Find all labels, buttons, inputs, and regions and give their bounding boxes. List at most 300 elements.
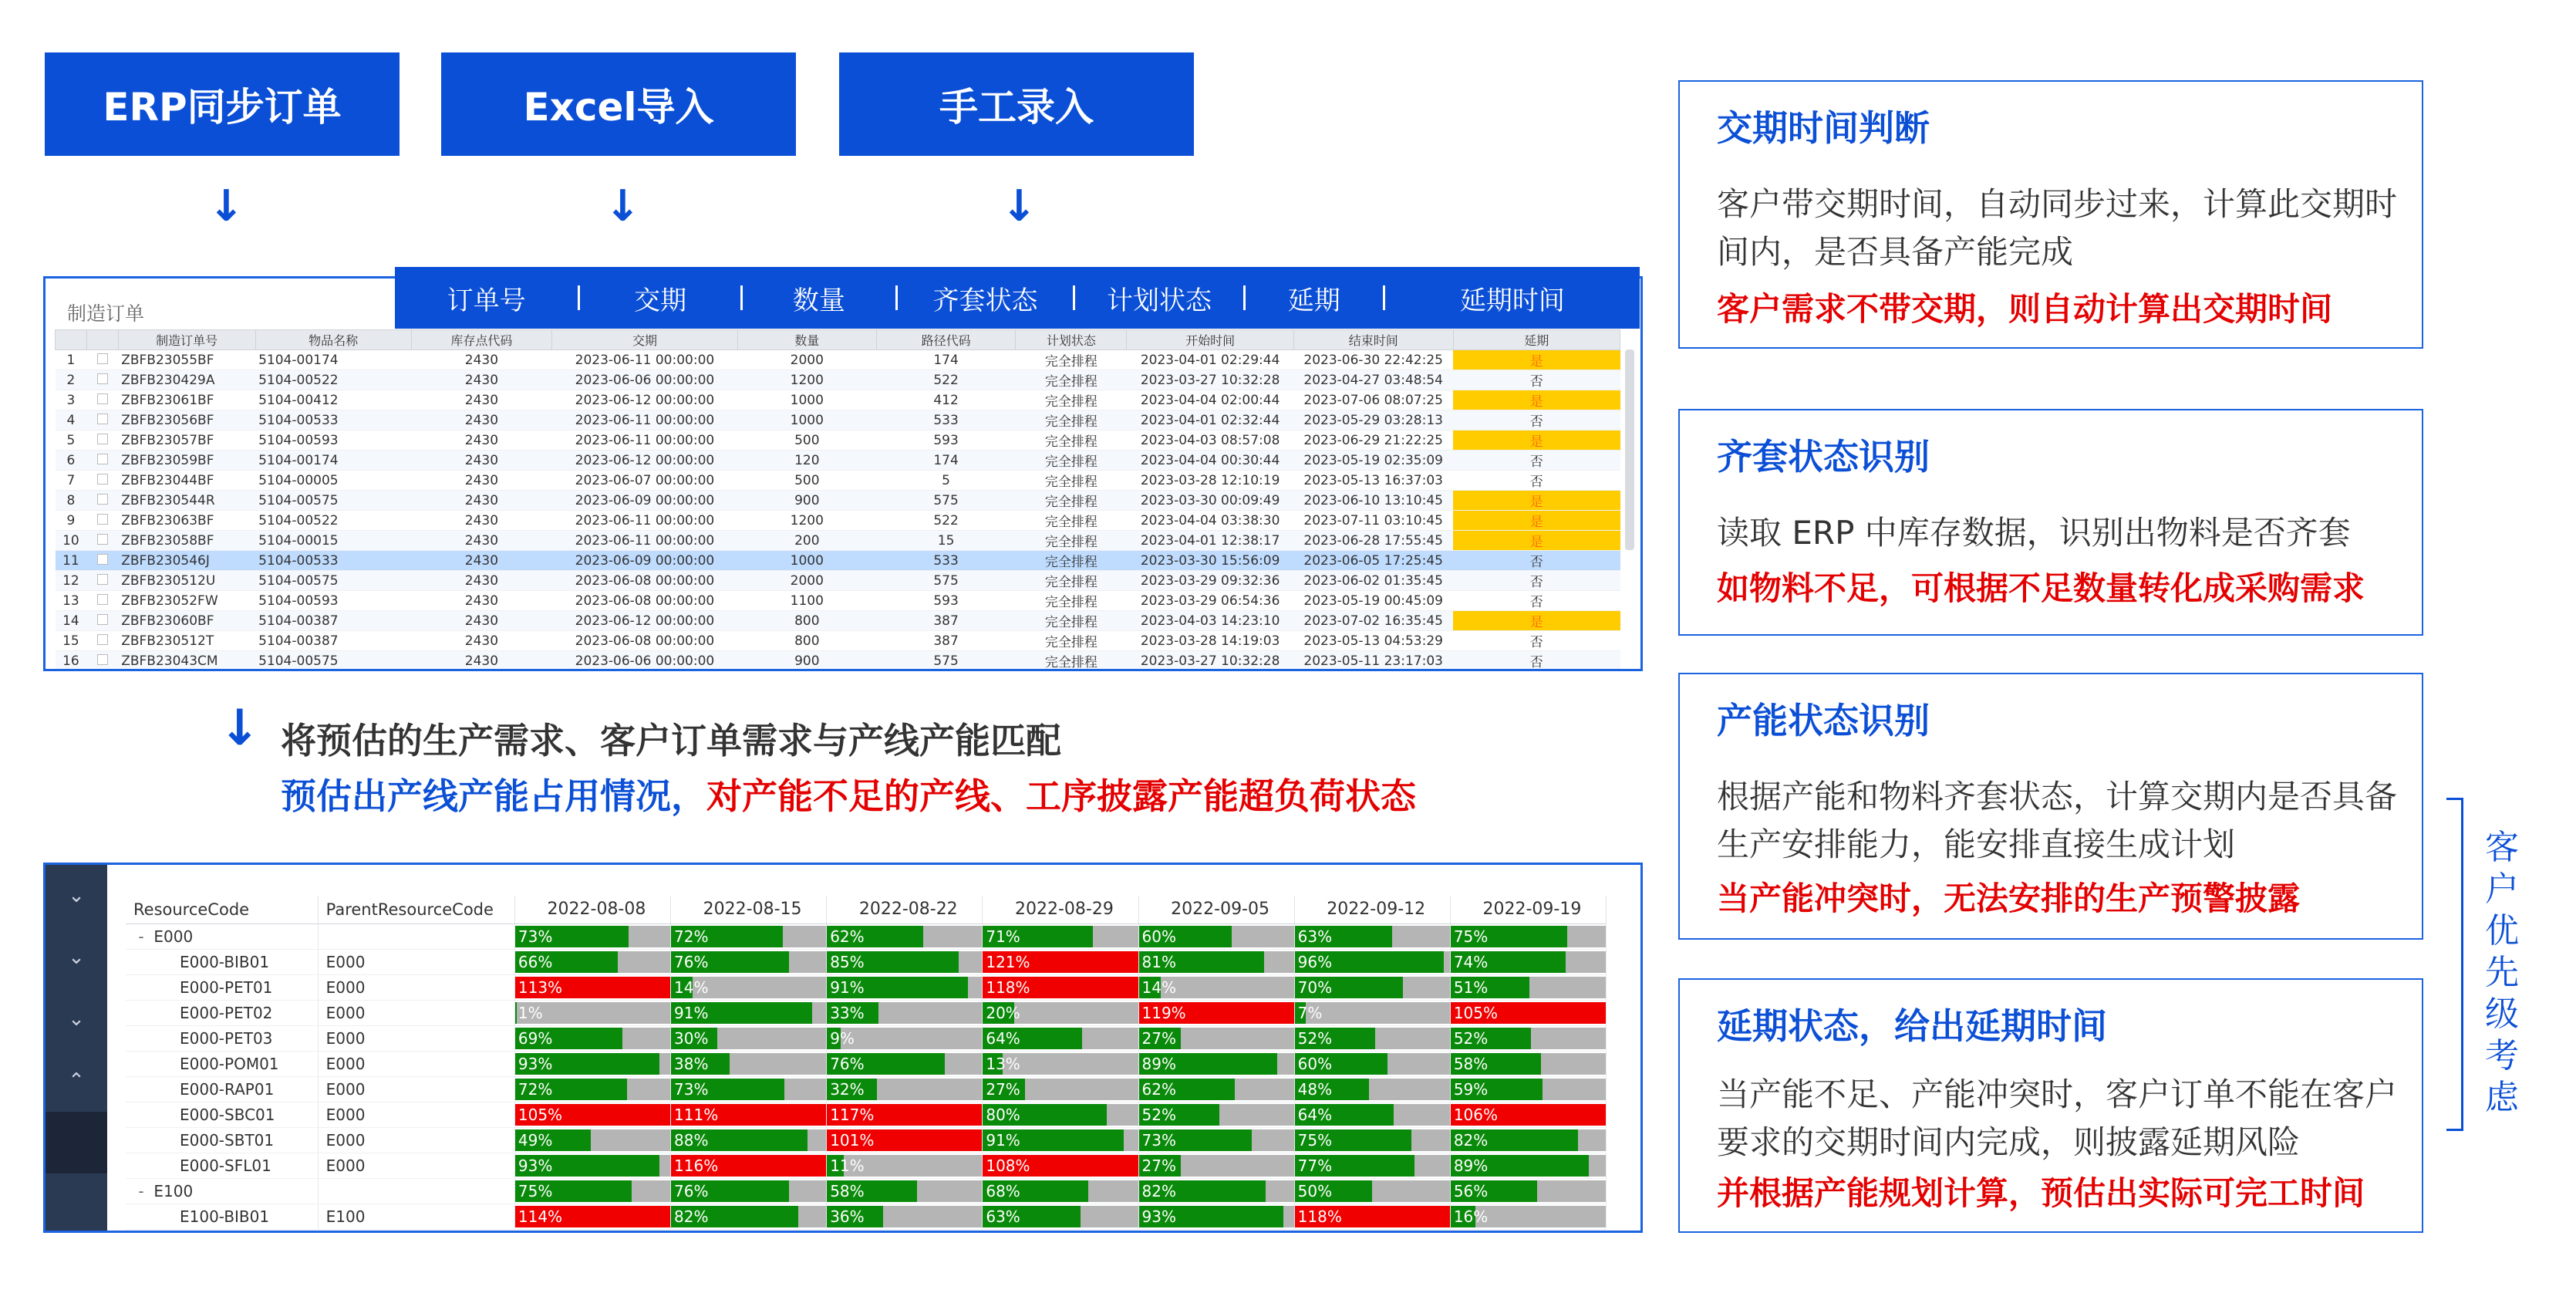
capacity-row[interactable] <box>126 923 1607 949</box>
chevron-down-icon[interactable]: ⌄ <box>68 946 85 969</box>
capacity-load-cell <box>983 1127 1138 1153</box>
checkbox-box[interactable] <box>97 454 108 464</box>
order-row[interactable] <box>56 571 1620 591</box>
delay-cell: 否 <box>1453 370 1620 390</box>
checkbox-box[interactable] <box>97 494 108 505</box>
item-name-cell: 5104-00575 <box>255 491 411 511</box>
end-time-cell: 2023-04-27 03:48:54 <box>1293 370 1453 390</box>
capacity-load-cell <box>514 923 670 949</box>
quantity-cell: 1200 <box>737 511 876 531</box>
capacity-bar-track <box>827 926 982 947</box>
item-name-cell: 5104-00174 <box>255 451 411 471</box>
order-row[interactable] <box>56 611 1620 631</box>
delay-cell: 否 <box>1453 410 1620 430</box>
row-checkbox[interactable] <box>86 611 118 631</box>
capacity-load-cell <box>1450 1000 1606 1025</box>
route-code-cell: 387 <box>876 611 1015 631</box>
parent-resource-cell: E000 <box>318 1076 514 1102</box>
capacity-load-cell <box>514 1102 670 1127</box>
route-code-cell: 387 <box>876 631 1015 651</box>
capacity-bar-track <box>1295 977 1450 998</box>
capacity-load-cell <box>514 949 670 974</box>
chevron-up-icon[interactable]: ⌃ <box>68 1069 85 1092</box>
route-code-cell: 412 <box>876 390 1015 410</box>
capacity-load-cell <box>983 1025 1138 1051</box>
capacity-bar-track <box>1295 1053 1450 1075</box>
capacity-bar-track <box>827 1053 982 1075</box>
capacity-bar-track <box>671 1180 826 1202</box>
delay-cell: 是 <box>1453 350 1620 370</box>
order-column-header[interactable]: 路径代码 <box>876 330 1015 350</box>
capacity-percent-label: 56% <box>1453 1181 1489 1200</box>
parent-resource-cell <box>318 923 514 949</box>
capacity-load-cell <box>827 1000 983 1025</box>
row-checkbox[interactable] <box>86 370 118 390</box>
capacity-bar-track <box>1451 1053 1606 1075</box>
parent-resource-cell: E000 <box>318 1025 514 1051</box>
blank-icon[interactable] <box>46 1173 107 1233</box>
capacity-load-cell <box>514 1204 670 1229</box>
capacity-bar-track <box>1451 1180 1606 1202</box>
vertical-scrollbar[interactable] <box>1625 349 1634 550</box>
capacity-percent-label: 88% <box>674 1130 709 1150</box>
start-time-cell: 2023-04-01 02:32:44 <box>1127 410 1293 430</box>
capacity-percent-label: 105% <box>1453 1003 1498 1022</box>
week-date-header[interactable]: 2022-09-05 <box>1138 896 1294 923</box>
card-due-date <box>1678 80 2423 349</box>
capacity-row[interactable] <box>126 1127 1607 1153</box>
order-column-header[interactable]: 计划状态 <box>1016 330 1127 350</box>
item-name-cell: 5104-00015 <box>255 531 411 551</box>
collapse-toggle-icon[interactable]: - <box>138 1181 144 1200</box>
capacity-bar-track <box>983 977 1138 998</box>
order-number-cell: ZBFB230544R <box>118 491 255 511</box>
end-time-cell: 2023-07-06 08:07:25 <box>1293 390 1453 410</box>
row-checkbox[interactable] <box>86 471 118 491</box>
chevron-down-icon[interactable]: ⌄ <box>68 884 85 907</box>
start-time-cell: 2023-04-03 14:23:10 <box>1127 611 1293 631</box>
capacity-bar-track <box>515 1155 670 1177</box>
capacity-bar-track <box>671 1129 826 1151</box>
manual-entry-button[interactable]: 手工录入 <box>839 52 1194 156</box>
card-highlight: 如物料不足，可根据不足数量转化成采购需求 <box>1717 569 2365 607</box>
delay-cell: 否 <box>1453 591 1620 611</box>
order-number-cell: ZBFB23060BF <box>118 611 255 631</box>
start-time-cell: 2023-03-28 12:10:19 <box>1127 471 1293 491</box>
capacity-bar-track <box>1295 1206 1450 1227</box>
capacity-percent-label: 113% <box>518 977 563 997</box>
resource-code-text: E100-BIB01 <box>180 1207 270 1226</box>
capacity-percent-label: 81% <box>1141 952 1176 971</box>
order-field-label: 齐套状态 <box>932 285 1038 316</box>
order-column-header[interactable]: 结束时间 <box>1293 330 1453 350</box>
capacity-load-cell <box>1294 923 1450 949</box>
capacity-bar-track <box>515 1002 670 1024</box>
capacity-load-cell <box>1138 1025 1294 1051</box>
route-code-cell: 533 <box>876 410 1015 430</box>
order-field-label: 数量 <box>792 285 845 316</box>
quantity-cell: 500 <box>737 471 876 491</box>
row-checkbox[interactable] <box>86 651 118 671</box>
capacity-load-cell <box>671 1153 827 1178</box>
capacity-bar-track <box>515 1129 670 1151</box>
checkbox-box[interactable] <box>97 474 108 484</box>
checkbox-box[interactable] <box>97 393 108 404</box>
capacity-percent-label: 33% <box>830 1003 865 1022</box>
capacity-percent-label: 116% <box>674 1156 719 1175</box>
checkbox-box[interactable] <box>97 534 108 545</box>
plan-status-cell: 完全排程 <box>1016 390 1127 410</box>
checkbox-box[interactable] <box>97 594 108 605</box>
capacity-bar-track <box>671 926 826 947</box>
capacity-percent-label: 52% <box>1453 1028 1489 1048</box>
capacity-load-cell <box>671 1178 827 1204</box>
capacity-load-cell <box>1138 974 1294 1000</box>
capacity-row[interactable] <box>126 1051 1607 1076</box>
order-column-header[interactable]: 物品名称 <box>255 330 411 350</box>
item-name-cell: 5104-00174 <box>255 350 411 370</box>
capacity-bar-track <box>1295 1155 1450 1177</box>
row-number: 3 <box>56 390 87 410</box>
quantity-cell: 1100 <box>737 591 876 611</box>
capacity-percent-label: 75% <box>518 1181 553 1200</box>
order-row[interactable] <box>56 370 1620 390</box>
plan-status-cell: 完全排程 <box>1016 511 1127 531</box>
end-time-cell: 2023-05-13 16:37:03 <box>1293 471 1453 491</box>
order-row[interactable] <box>56 491 1620 511</box>
order-row[interactable] <box>56 651 1620 671</box>
checkbox-box[interactable] <box>97 634 108 645</box>
checkbox-box[interactable] <box>97 514 108 525</box>
resource-code-header[interactable]: ResourceCode <box>126 896 318 923</box>
row-number: 5 <box>56 430 87 451</box>
row-checkbox[interactable] <box>86 350 118 370</box>
capacity-percent-label: 20% <box>986 1003 1020 1022</box>
capacity-bar-track <box>1295 1180 1450 1202</box>
capacity-load-cell <box>1450 1076 1606 1102</box>
order-column-header[interactable]: 交期 <box>552 330 737 350</box>
capacity-percent-label: 72% <box>518 1079 553 1099</box>
route-code-cell: 593 <box>876 430 1015 451</box>
stock-point-cell: 2430 <box>411 631 552 651</box>
delay-cell: 否 <box>1453 651 1620 671</box>
capacity-bar-track <box>983 1079 1138 1100</box>
down-arrow-icon: ↓ <box>605 181 641 231</box>
resource-code-text: E000-BIB01 <box>180 952 270 971</box>
row-checkbox[interactable] <box>86 571 118 591</box>
capacity-bar-track <box>515 1028 670 1049</box>
start-time-cell: 2023-04-04 00:30:44 <box>1127 451 1293 471</box>
resource-code-cell <box>126 1127 318 1153</box>
capacity-row[interactable] <box>126 1025 1607 1051</box>
capacity-load-cell <box>1450 1178 1606 1204</box>
checkbox-box[interactable] <box>97 574 108 585</box>
capacity-bar-track <box>983 926 1138 947</box>
capacity-load-cell <box>514 1000 670 1025</box>
week-date-header[interactable]: 2022-08-15 <box>671 896 827 923</box>
order-row[interactable] <box>56 591 1620 611</box>
capacity-load-cell <box>671 923 827 949</box>
item-name-cell: 5104-00593 <box>255 430 411 451</box>
capacity-load-cell <box>827 1051 983 1076</box>
capacity-load-cell <box>514 1025 670 1051</box>
checkbox-box[interactable] <box>97 654 108 665</box>
plan-status-cell: 完全排程 <box>1016 571 1127 591</box>
capacity-bar-track <box>1451 951 1606 973</box>
item-name-cell: 5104-00575 <box>255 571 411 591</box>
order-row[interactable] <box>56 511 1620 531</box>
order-row[interactable] <box>56 551 1620 571</box>
capacity-load-cell <box>1450 1153 1606 1178</box>
card-title: 延期状态，给出延期时间 <box>1717 1005 2107 1047</box>
capacity-bar-track <box>1295 1028 1450 1049</box>
capacity-percent-label: 76% <box>830 1054 865 1073</box>
order-field-label: 订单号 <box>447 285 526 316</box>
blank-icon[interactable] <box>46 1112 107 1173</box>
row-checkbox[interactable] <box>86 410 118 430</box>
capacity-bar-track <box>515 926 670 947</box>
route-code-cell: 575 <box>876 491 1015 511</box>
end-time-cell: 2023-05-29 03:28:13 <box>1293 410 1453 430</box>
stock-point-cell: 2430 <box>411 451 552 471</box>
order-row[interactable] <box>56 390 1620 410</box>
start-time-cell: 2023-03-27 10:32:28 <box>1127 370 1293 390</box>
order-number-cell: ZBFB23059BF <box>118 451 255 471</box>
order-row[interactable] <box>56 631 1620 651</box>
checkbox-box[interactable] <box>97 554 108 565</box>
capacity-percent-label: 72% <box>674 927 709 946</box>
order-row[interactable] <box>56 410 1620 430</box>
order-row[interactable] <box>56 350 1620 370</box>
capacity-load-cell <box>1138 1076 1294 1102</box>
start-time-cell: 2023-03-29 09:32:36 <box>1127 571 1293 591</box>
parent-resource-header[interactable]: ParentResourceCode <box>318 896 514 923</box>
capacity-bar-track <box>671 1079 826 1100</box>
capacity-row[interactable] <box>126 1076 1607 1102</box>
capacity-load-cell <box>1294 1204 1450 1229</box>
card-highlight: 客户需求不带交期，则自动计算出交期时间 <box>1717 290 2333 328</box>
capacity-load-cell <box>1450 1127 1606 1153</box>
parent-resource-cell: E100 <box>318 1204 514 1229</box>
quantity-cell: 2000 <box>737 350 876 370</box>
order-row[interactable] <box>56 531 1620 551</box>
excel-import-button[interactable]: Excel导入 <box>441 52 796 156</box>
capacity-row[interactable] <box>126 1204 1607 1229</box>
capacity-load-cell <box>1450 1102 1606 1127</box>
capacity-percent-label: 89% <box>1141 1054 1176 1073</box>
capacity-percent-label: 105% <box>518 1105 563 1124</box>
capacity-load-cell <box>983 1204 1138 1229</box>
order-column-header[interactable] <box>56 330 87 350</box>
capacity-percent-label: 59% <box>1453 1079 1489 1099</box>
capacity-load-cell <box>983 1076 1138 1102</box>
checkbox-box[interactable] <box>97 434 108 444</box>
order-row[interactable] <box>56 471 1620 491</box>
capacity-load-cell <box>1450 923 1606 949</box>
capacity-percent-label: 108% <box>986 1156 1030 1175</box>
order-number-cell: ZBFB23057BF <box>118 430 255 451</box>
capacity-row[interactable] <box>126 1178 1607 1204</box>
row-number: 2 <box>56 370 87 390</box>
capacity-bar-track <box>1295 1104 1450 1126</box>
delay-cell: 否 <box>1453 571 1620 591</box>
due-date-cell: 2023-06-06 00:00:00 <box>552 651 737 671</box>
capacity-load-cell <box>1294 1051 1450 1076</box>
capacity-row[interactable] <box>126 949 1607 974</box>
capacity-load-cell <box>1138 1153 1294 1178</box>
order-column-header[interactable]: 开始时间 <box>1127 330 1293 350</box>
parent-resource-cell: E000 <box>318 949 514 974</box>
capacity-bar-track <box>827 1155 982 1177</box>
capacity-percent-label: 80% <box>986 1105 1020 1124</box>
capacity-percent-label: 76% <box>674 952 709 971</box>
parent-resource-cell: E000 <box>318 1051 514 1076</box>
parent-resource-cell: E000 <box>318 1153 514 1178</box>
capacity-percent-label: 91% <box>830 977 865 997</box>
capacity-load-cell <box>1138 1178 1294 1204</box>
capacity-bar-track <box>1139 1028 1294 1049</box>
capacity-bar-track <box>827 1206 982 1227</box>
start-time-cell: 2023-03-30 00:09:49 <box>1127 491 1293 511</box>
quantity-cell: 900 <box>737 491 876 511</box>
plan-status-cell: 完全排程 <box>1016 410 1127 430</box>
capacity-table <box>126 896 1607 1230</box>
order-row[interactable] <box>56 451 1620 471</box>
capacity-load-cell <box>671 949 827 974</box>
capacity-row[interactable] <box>126 1102 1607 1127</box>
capacity-percent-label: 85% <box>830 952 865 971</box>
checkbox-box[interactable] <box>97 614 108 625</box>
checkbox-box[interactable] <box>97 373 108 384</box>
capacity-load-cell <box>1450 949 1606 974</box>
order-column-header[interactable]: 数量 <box>737 330 876 350</box>
row-checkbox[interactable] <box>86 491 118 511</box>
capacity-load-cell <box>671 974 827 1000</box>
stock-point-cell: 2430 <box>411 370 552 390</box>
row-checkbox[interactable] <box>86 390 118 410</box>
row-checkbox[interactable] <box>86 631 118 651</box>
capacity-bar-track <box>515 1104 670 1126</box>
plan-status-cell: 完全排程 <box>1016 370 1127 390</box>
parent-resource-cell: E000 <box>318 1102 514 1127</box>
capacity-percent-label: 66% <box>518 952 553 971</box>
capacity-load-cell <box>514 1051 670 1076</box>
capacity-bar-track <box>1139 926 1294 947</box>
capacity-load-cell <box>827 949 983 974</box>
order-column-header[interactable]: 制造订单号 <box>118 330 255 350</box>
capacity-percent-label: 27% <box>1141 1156 1176 1175</box>
capacity-bar-track <box>1451 977 1606 998</box>
week-date-header[interactable]: 2022-08-22 <box>827 896 983 923</box>
resource-code-cell <box>126 1051 318 1076</box>
capacity-row[interactable] <box>126 974 1607 1000</box>
capacity-percent-label: 64% <box>1297 1105 1333 1124</box>
route-code-cell: 575 <box>876 571 1015 591</box>
capacity-percent-label: 106% <box>1453 1105 1498 1124</box>
start-time-cell: 2023-03-30 15:56:09 <box>1127 551 1293 571</box>
delay-cell: 是 <box>1453 430 1620 451</box>
checkbox-box[interactable] <box>97 353 108 364</box>
capacity-bar-track <box>671 1155 826 1177</box>
row-number: 6 <box>56 451 87 471</box>
plan-status-cell: 完全排程 <box>1016 651 1127 671</box>
week-date-header[interactable]: 2022-09-12 <box>1294 896 1450 923</box>
stock-point-cell: 2430 <box>411 471 552 491</box>
capacity-bar-track <box>671 1053 826 1075</box>
capacity-percent-label: 93% <box>518 1156 553 1175</box>
erp-sync-button[interactable]: ERP同步订单 <box>45 52 400 156</box>
order-column-header[interactable] <box>86 330 118 350</box>
capacity-bar-track <box>1139 1002 1294 1024</box>
row-checkbox[interactable] <box>86 531 118 551</box>
order-number-cell: ZBFB23055BF <box>118 350 255 370</box>
capacity-percent-label: 118% <box>986 977 1030 997</box>
quantity-cell: 1000 <box>737 551 876 571</box>
chevron-down-icon[interactable]: ⌄ <box>68 1008 85 1031</box>
route-code-cell: 522 <box>876 511 1015 531</box>
capacity-load-cell <box>827 923 983 949</box>
resource-code-text: E000 <box>149 927 194 946</box>
collapse-toggle-icon[interactable]: - <box>138 927 144 946</box>
order-column-header[interactable]: 延期 <box>1453 330 1620 350</box>
capacity-load-cell <box>1450 1204 1606 1229</box>
capacity-bar-track <box>827 951 982 973</box>
week-date-header[interactable]: 2022-09-19 <box>1450 896 1606 923</box>
capacity-percent-label: 82% <box>1141 1181 1176 1200</box>
capacity-load-cell <box>827 1076 983 1102</box>
capacity-row[interactable] <box>126 1153 1607 1178</box>
capacity-bar-track <box>515 1180 670 1202</box>
quantity-cell: 1000 <box>737 390 876 410</box>
checkbox-box[interactable] <box>97 414 108 424</box>
order-row[interactable] <box>56 430 1620 451</box>
capacity-bar-track <box>983 1053 1138 1075</box>
capacity-load-cell <box>827 1178 983 1204</box>
down-arrow-icon: ↓ <box>219 700 261 757</box>
resource-code-text: E000-PET01 <box>180 977 273 997</box>
capacity-bar-track <box>671 977 826 998</box>
week-date-header[interactable]: 2022-08-08 <box>514 896 670 923</box>
order-field-label: 延期 <box>1287 285 1340 316</box>
capacity-bar-track <box>671 1002 826 1024</box>
start-time-cell: 2023-04-04 03:38:30 <box>1127 511 1293 531</box>
capacity-load-cell <box>514 1153 670 1178</box>
capacity-bar-track <box>1139 977 1294 998</box>
parent-resource-cell: E000 <box>318 1000 514 1025</box>
capacity-percent-label: 58% <box>1453 1054 1489 1073</box>
order-column-header[interactable]: 库存点代码 <box>411 330 552 350</box>
week-date-header[interactable]: 2022-08-29 <box>983 896 1138 923</box>
capacity-percent-label: 76% <box>674 1181 709 1200</box>
item-name-cell: 5104-00593 <box>255 591 411 611</box>
order-number-cell: ZBFB23043CM <box>118 651 255 671</box>
item-name-cell: 5104-00522 <box>255 511 411 531</box>
capacity-percent-label: 7% <box>1297 1003 1323 1022</box>
row-checkbox[interactable] <box>86 511 118 531</box>
row-checkbox[interactable] <box>86 430 118 451</box>
row-checkbox[interactable] <box>86 551 118 571</box>
row-checkbox[interactable] <box>86 591 118 611</box>
capacity-bar-track <box>1451 1206 1606 1227</box>
overload-description-red: 对产能不足的产线、工序披露产能超负荷状态 <box>706 775 1416 817</box>
capacity-bar-track <box>827 1104 982 1126</box>
capacity-row[interactable] <box>126 1000 1607 1025</box>
capacity-bar-track <box>1451 1155 1606 1177</box>
row-checkbox[interactable] <box>86 451 118 471</box>
plan-status-cell: 完全排程 <box>1016 631 1127 651</box>
capacity-bar-track <box>827 1079 982 1100</box>
capacity-load-cell <box>1294 1127 1450 1153</box>
